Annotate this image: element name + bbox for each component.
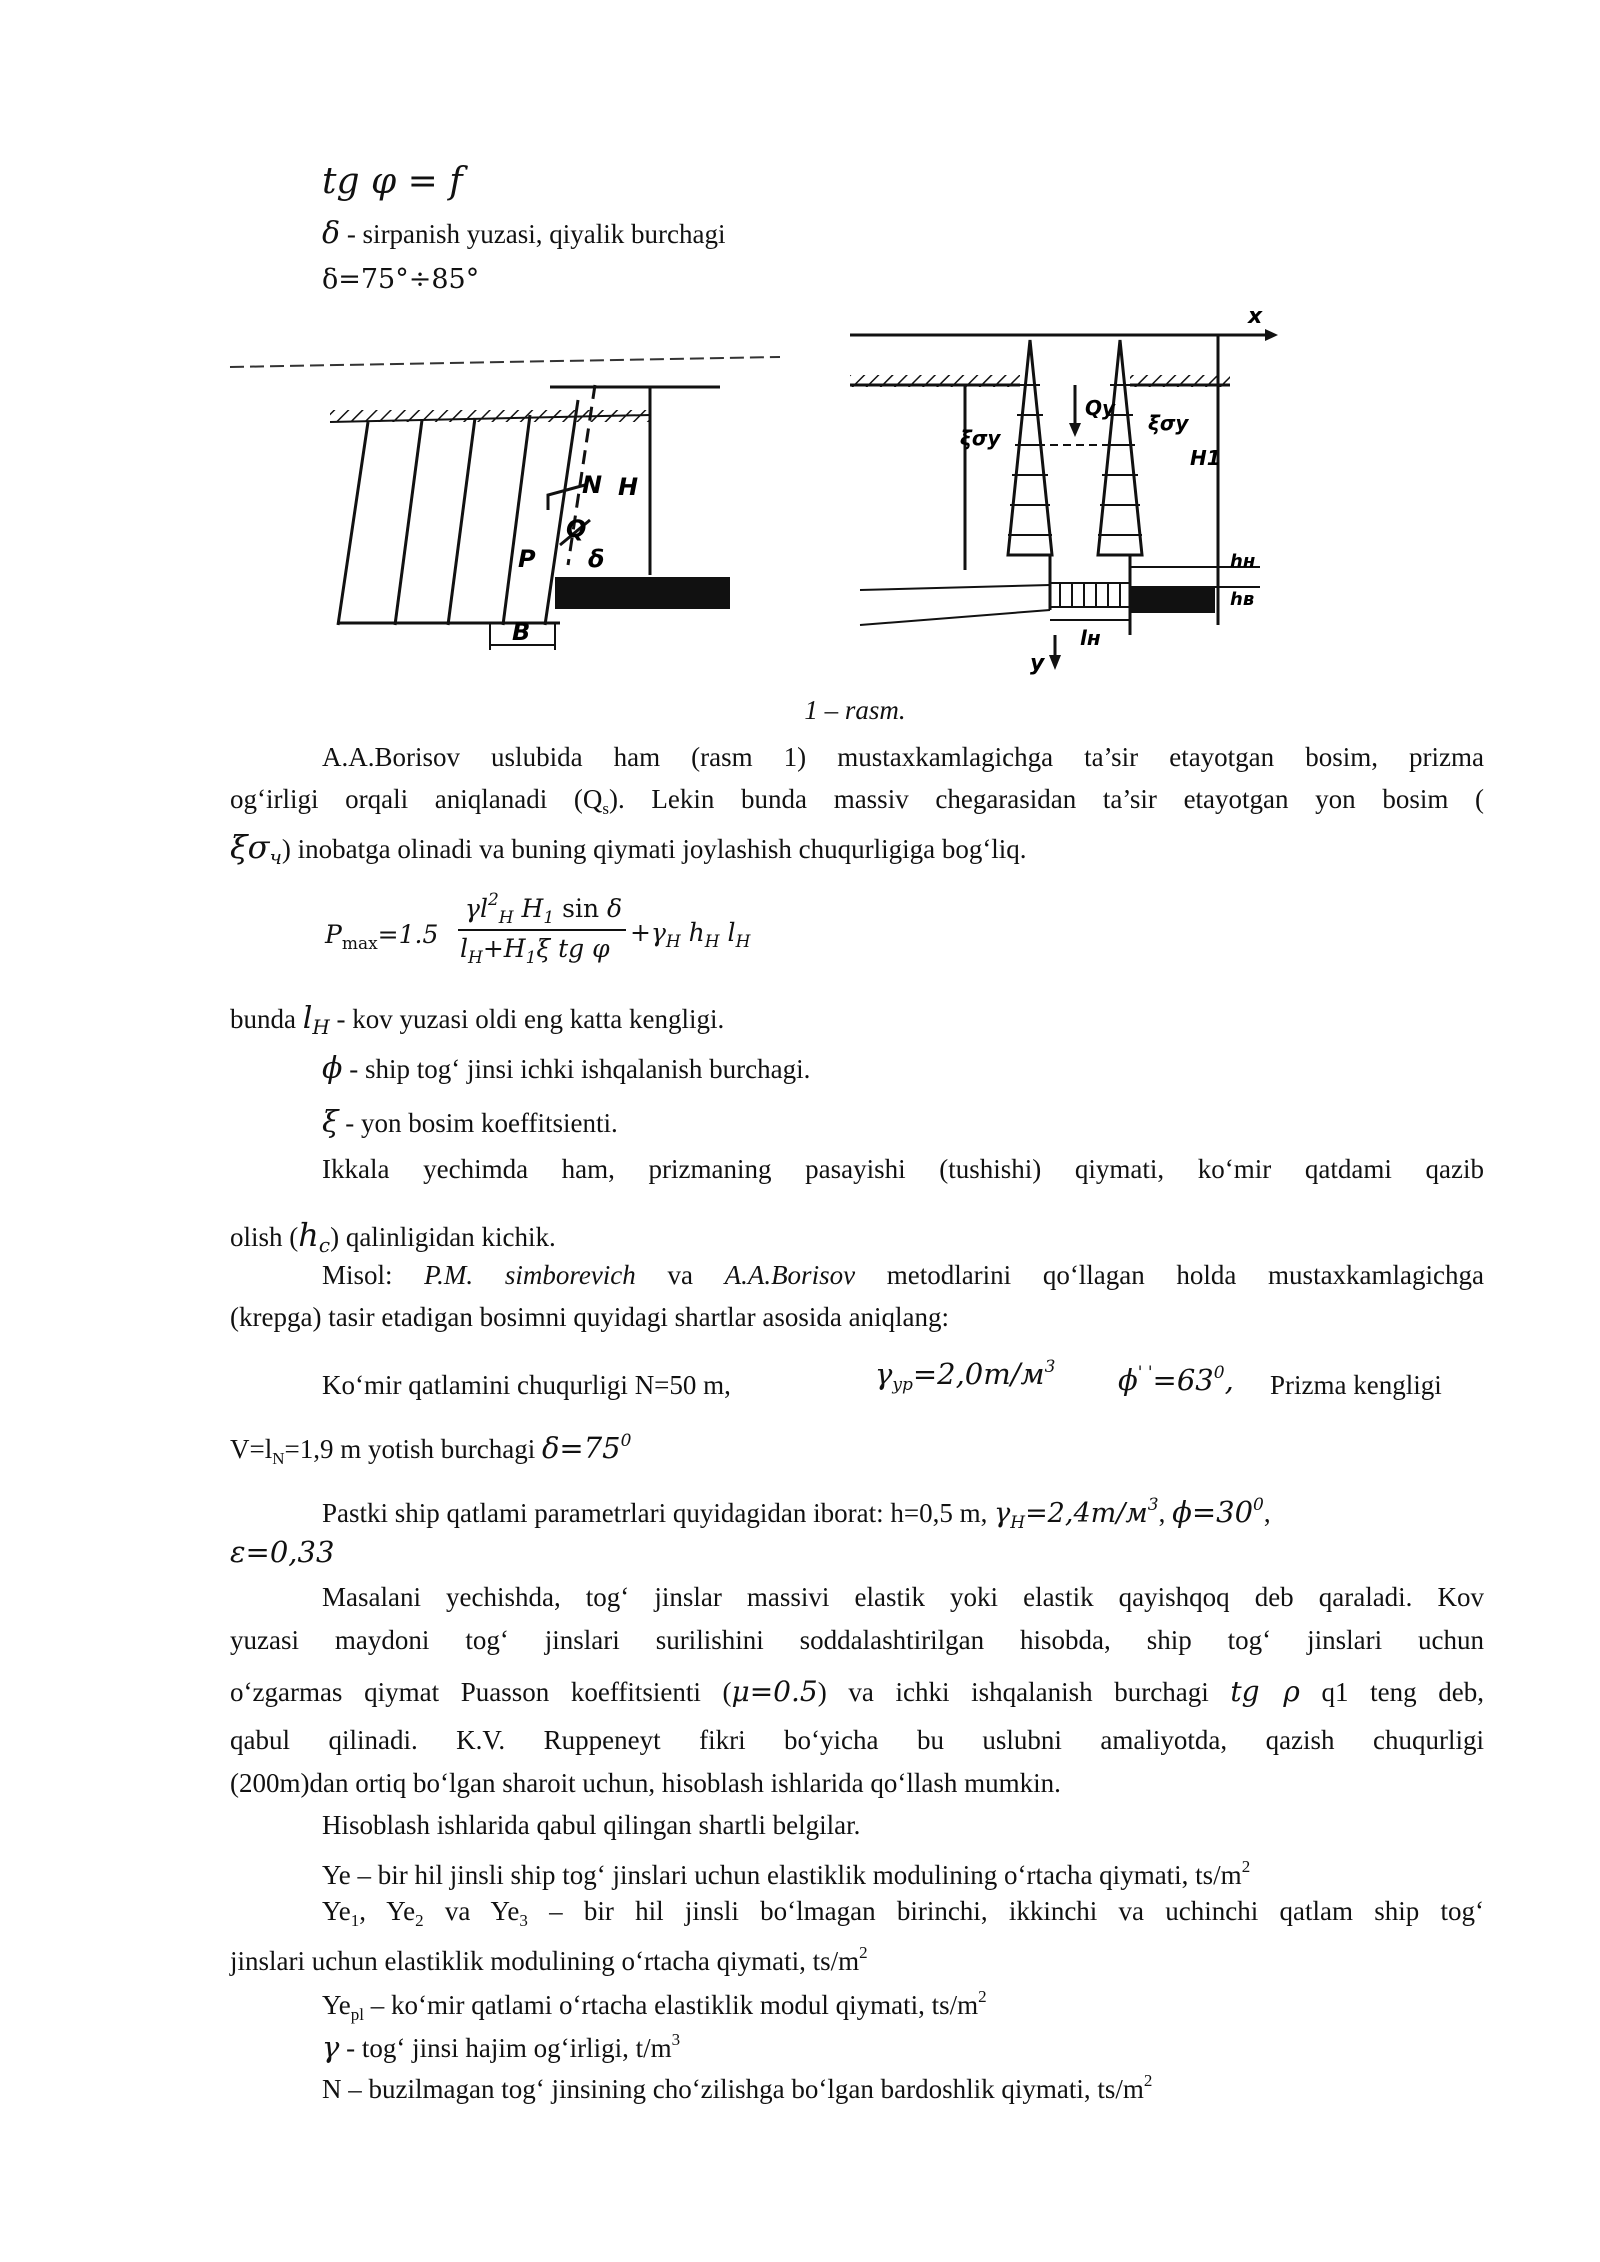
- paragraph-3-line-2: yuzasi maydoni tog‘ jinslari surilishini soddalashtirilgan hisobda, ship tog‘ jinslari uchun: [230, 1625, 1484, 1655]
- label-H1: H1: [1190, 446, 1221, 470]
- gamma-yp-value: $\gamma_{yp}=2,0m/м^3$: [875, 1357, 1056, 1395]
- phi-definition: ϕ - ship tog‘ jinsi ichki ishqalanish burchagi.: [322, 1051, 811, 1086]
- label-Qy: Qy: [1085, 396, 1116, 420]
- epsilon-value: ε=0,33: [230, 1535, 335, 1569]
- condition-1c: $V=l_N=1,9$ m yotish burchagi $\delta=75^0$: [230, 1431, 632, 1468]
- example-line-1: Misol: P.M. simborevich va A.A.Borisov metodlarini qo‘llagan holda mustaxkamlagichga: [322, 1260, 1484, 1290]
- xi-definition: ξ - yon bosim koeffitsienti.: [322, 1105, 618, 1140]
- figure-1: [0, 305, 1600, 675]
- condition-1b: Prizma kengligi: [1270, 1370, 1442, 1400]
- delta-range: δ=75°÷85°: [322, 264, 480, 295]
- right-diagram: [850, 305, 1278, 675]
- notation-ye: Ye – bir hil jinsli ship tog‘ jinslari uchun elastiklik modulining o‘rtacha qiymati, $ts/m^2$: [322, 1857, 1251, 1890]
- notation-gamma: γ - tog‘ jinsi hajim og‘irligi, $t/m^3$: [322, 2030, 681, 2064]
- label-x: x: [1248, 305, 1263, 329]
- delta-definition: δ - sirpanish yuzasi, qiyalik burchagi: [322, 216, 726, 251]
- lh-definition: bunda $l_H$ - kov yuzasi oldi eng katta kengligi.: [230, 1001, 725, 1039]
- label-xi-sigma-left: ξσy: [960, 426, 1001, 450]
- notation-n: N – buzilmagan tog‘ jinsining cho‘zilishga bo‘lgan bardoshlik qiymati, $ts/m^2$: [322, 2071, 1153, 2104]
- label-hB: hв: [1230, 589, 1255, 610]
- label-lH: lн: [1080, 626, 1101, 650]
- paragraph-1-line-1: A.A.Borisov uslubida ham (rasm 1) mustaxkamlagichga ta’sir etayotgan bosim, prizma: [322, 742, 1484, 772]
- paragraph-3-line-3: o‘zgarmas qiymat Puasson koeffitsienti (μ=0.5) va ichki ishqalanish burchagi tg ρ q1 teng deb,: [230, 1675, 1484, 1708]
- notation-ye123-line-2: jinslari uchun elastiklik modulining o‘rtacha qiymati, $ts/m^2$: [230, 1943, 868, 1976]
- label-H: H: [618, 473, 639, 501]
- phi-value-63: $\phi^{' '}=63^0$,: [1118, 1363, 1234, 1397]
- paragraph-2-line-1: Ikkala yechimda ham, prizmaning pasayishi (tushishi) qiymati, ko‘mir qatdami qazib: [322, 1154, 1484, 1184]
- paragraph-3-line-5: (200m)dan ortiq bo‘lgan sharoit uchun, hisoblash ishlarida qo‘llash mumkin.: [230, 1768, 1061, 1798]
- paragraph-1-line-3: $\xi\sigma_ч$) inobatga olinadi va buning qiymati joylashish chuqurligiga bog‘liq.: [230, 828, 1027, 869]
- paragraph-2-line-2: olish $(h_c)$ qalinligidan kichik.: [230, 1216, 556, 1257]
- label-xi-sigma-right: ξσy: [1148, 411, 1189, 435]
- label-Q: Q: [566, 515, 587, 543]
- notation-yepl: $Ye_{pl}$ – ko‘mir qatlami o‘rtacha elastiklik modul qiymati, $ts/m^2$: [322, 1987, 987, 2024]
- label-hH: hн: [1230, 551, 1256, 572]
- label-delta: δ: [588, 545, 605, 573]
- notation-ye123-line-1: $Ye_1$, $Ye_2$ va $Ye_3$ – bir hil jinsli bo‘lmagan birinchi, ikkinchi va uchinchi qatlam ship tog‘: [322, 1896, 1484, 1930]
- notation-heading: Hisoblash ishlarida qabul qilingan shartli belgilar.: [322, 1810, 861, 1840]
- label-N: N: [582, 471, 603, 499]
- label-y: y: [1030, 651, 1045, 675]
- condition-1a: Ko‘mir qatlamini chuqurligi N=50 m,: [322, 1370, 731, 1400]
- label-P: P: [518, 545, 536, 573]
- paragraph-3-line-1: Masalani yechishda, tog‘ jinslar massivi elastik yoki elastik qayishqoq deb qaraladi. Kov: [322, 1582, 1484, 1612]
- label-B: B: [512, 618, 531, 646]
- example-line-2: (krepga) tasir etadigan bosimni quyidagi shartlar asosida aniqlang:: [230, 1302, 950, 1332]
- paragraph-3-line-4: qabul qilinadi. K.V. Ruppeneyt fikri bo‘yicha bu uslubni amaliyotda, qazish chuqurligi: [230, 1725, 1484, 1755]
- formula-tg-phi: tg φ = f: [322, 161, 463, 202]
- condition-2: Pastki ship qatlami parametrlari quyidagidan iborat: h=0,5 m, $\gamma_H=2,4m/м^3$, $\phi=30^0$,: [322, 1495, 1271, 1533]
- paragraph-1-line-2: og‘irligi orqali aniqlanadi $(Q_s)$. Lekin bunda massiv chegarasidan ta’sir etayotgan yon bosim (: [230, 784, 1484, 818]
- left-diagram: [230, 357, 780, 650]
- figure-caption: 1 – rasm.: [804, 695, 906, 725]
